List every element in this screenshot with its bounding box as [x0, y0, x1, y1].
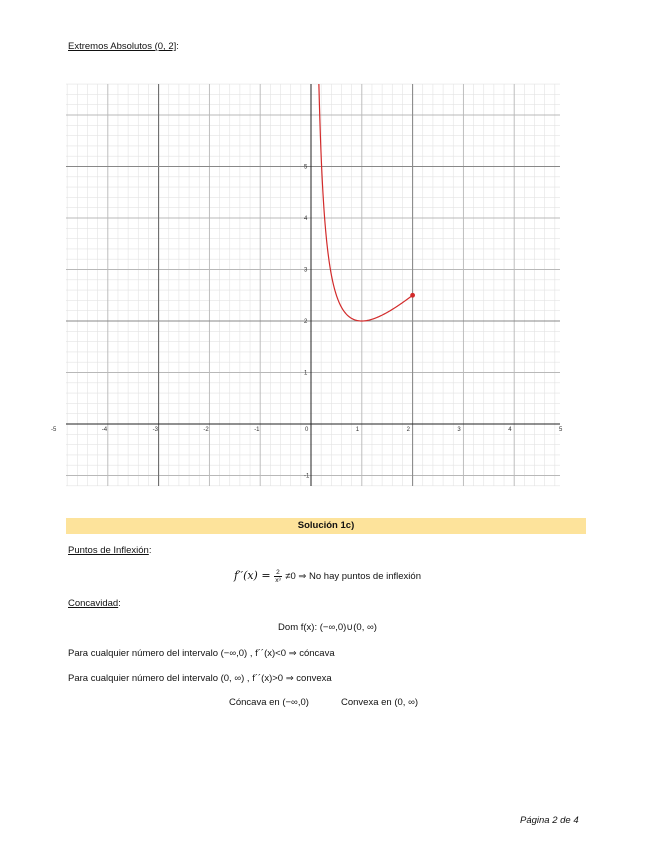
concave-summary: Cóncava en (−∞,0)	[229, 697, 309, 708]
solution-title: Solución 1c)	[297, 520, 355, 531]
y-tick-label: 3	[304, 267, 308, 274]
function-graph	[51, 84, 563, 486]
concavity-heading	[68, 598, 121, 610]
graph-axes	[66, 84, 560, 486]
convex-summary: Convexa en (0, ∞)	[341, 697, 419, 708]
x-tick-label: -3	[152, 427, 158, 433]
graph-minor-grid	[66, 84, 560, 486]
concavity-colon: :	[118, 598, 121, 609]
graph-curve	[319, 84, 415, 321]
formula-rhs: ≠0 ⇒ No hay puntos de inflexión	[285, 571, 421, 582]
page-number: Página 2 de 4	[520, 815, 579, 826]
second-derivative-formula	[0, 566, 655, 587]
y-tick-label: 2	[304, 319, 308, 325]
y-tick-label: -1	[304, 473, 310, 480]
absolute-extrema-heading	[68, 41, 179, 53]
inflection-heading	[68, 545, 151, 557]
y-tick-label: 4	[304, 216, 308, 222]
function-curve	[319, 84, 412, 321]
x-tick-label: 5	[559, 427, 563, 433]
inflection-colon: :	[148, 545, 152, 556]
x-tick-label: 3	[457, 427, 461, 433]
absolute-extrema-label: Extremos Absolutos (0, 2]	[68, 41, 177, 52]
fraction-numerator: 2	[276, 568, 280, 576]
x-tick-label: -1	[254, 427, 260, 433]
x-tick-label: -5	[51, 427, 57, 433]
x-tick-label: -4	[101, 427, 108, 433]
concavity-label: Concavidad	[68, 598, 119, 609]
endpoint-marker	[410, 293, 415, 298]
inflection-label: Puntos de Inflexión	[68, 545, 149, 556]
x-tick-label: 4	[508, 427, 512, 433]
y-tick-label: 1	[304, 370, 308, 377]
graph-tick-labels	[51, 165, 563, 480]
x-tick-label: 1	[355, 427, 360, 433]
negative-interval-line: Para cualquier número del intervalo (−∞,0) , f´´(x)<0 ⇒ cóncava	[68, 648, 335, 659]
fraction-denominator: x³	[275, 576, 281, 584]
absolute-extrema-colon: :	[176, 41, 179, 52]
x-tick-label: -2	[203, 427, 209, 433]
positive-interval-line: Para cualquier número del intervalo (0, ∞) , f´´(x)>0 ⇒ convexa	[68, 673, 332, 684]
x-tick-label: 2	[406, 427, 410, 433]
solution-banner	[66, 518, 586, 534]
y-tick-label: 5	[304, 164, 308, 171]
formula-lhs: f′′(x) =	[234, 569, 271, 582]
graph-major-grid	[66, 84, 560, 486]
x-tick-label: 0	[305, 427, 309, 433]
domain-line: Dom f(x): (−∞,0)∪(0, ∞)	[278, 622, 377, 633]
formula-fraction	[274, 569, 281, 584]
